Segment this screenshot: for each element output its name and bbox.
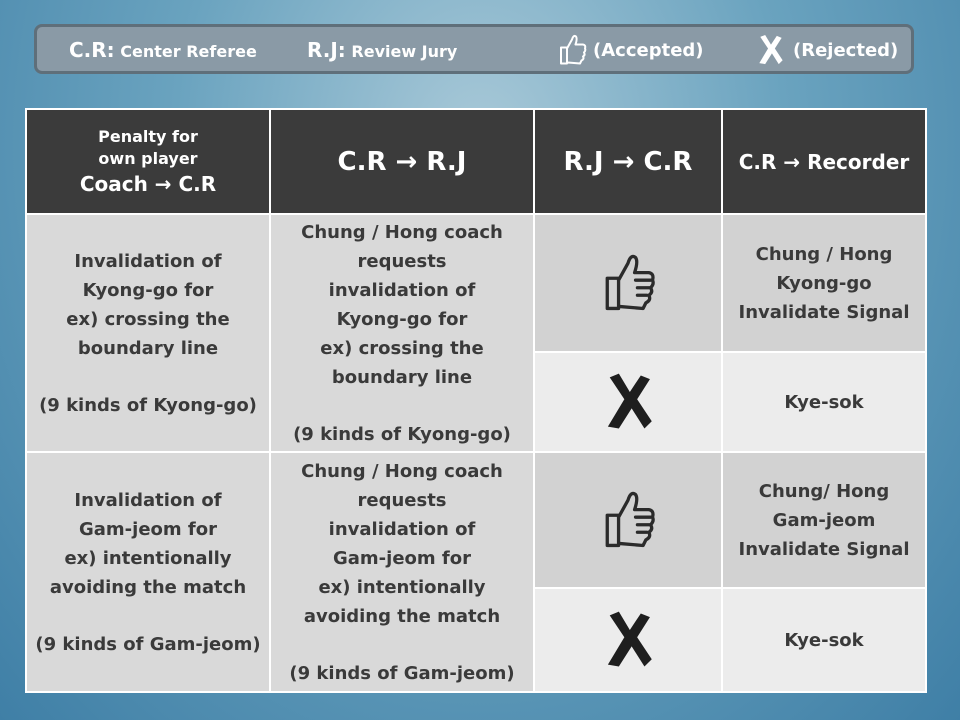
- result-rejected-gam-jeom: Kye-sok: [722, 588, 926, 692]
- text-line: Gam-jeom: [772, 509, 876, 531]
- table-row: [26, 214, 926, 352]
- text-line: Invalidation of: [74, 489, 222, 511]
- text-line: invalidation of: [328, 279, 476, 301]
- text-line: ex) intentionally: [64, 547, 232, 569]
- rejected-cell: [534, 588, 722, 692]
- penalty-cell-gam-jeom: [26, 452, 270, 692]
- request-kinds: (9 kinds of Kyong-go): [293, 423, 511, 445]
- text-line: Invalidation of: [74, 250, 222, 272]
- text-line: Chung/ Hong: [758, 480, 890, 502]
- legend-review-jury: [307, 38, 457, 62]
- text-line: boundary line: [331, 366, 473, 388]
- result-rejected-kyong-go: Kye-sok: [722, 352, 926, 452]
- cross-icon: [600, 370, 656, 434]
- text-line: ex) intentionally: [318, 576, 486, 598]
- text-line: Chung / Hong: [755, 243, 893, 265]
- text-line: Kyong-go: [776, 272, 872, 294]
- header-rj-to-cr: R.J → C.R: [534, 109, 722, 214]
- legend-bar: [34, 24, 914, 74]
- header-cr-to-recorder: C.R → Recorder: [722, 109, 926, 214]
- text-line: avoiding the match: [49, 576, 247, 598]
- text-line: Gam-jeom for: [79, 518, 217, 540]
- header-row: [26, 109, 926, 214]
- text-line: requests: [357, 250, 447, 272]
- accepted-cell: [534, 452, 722, 588]
- text-line: invalidation of: [328, 518, 476, 540]
- text-line: Chung / Hong coach: [301, 460, 503, 482]
- legend-cr-text: Center Referee: [120, 42, 257, 61]
- thumbs-up-icon: [598, 250, 658, 316]
- legend-center-referee: [69, 38, 257, 62]
- legend-rj-text: Review Jury: [351, 42, 458, 61]
- penalty-kinds: (9 kinds of Kyong-go): [39, 394, 257, 416]
- thumbs-up-icon: [598, 487, 658, 553]
- legend-accepted-text: (Accepted): [593, 40, 704, 61]
- text-line: Invalidate Signal: [738, 301, 910, 323]
- result-accepted-gam-jeom: [722, 452, 926, 588]
- text-line: Chung / Hong coach: [301, 221, 503, 243]
- request-cell-gam-jeom: [270, 452, 534, 692]
- text-line: Kyong-go for: [82, 279, 214, 301]
- text-line: Kyong-go for: [336, 308, 468, 330]
- penalty-kinds: (9 kinds of Gam-jeom): [35, 633, 261, 655]
- table-row: [26, 452, 926, 588]
- text-line: avoiding the match: [303, 605, 501, 627]
- legend-rj-abbr: R.J:: [307, 38, 346, 62]
- text-line: Invalidate Signal: [738, 538, 910, 560]
- header-penalty-line2: own player: [98, 148, 198, 168]
- text-line: Gam-jeom for: [333, 547, 471, 569]
- legend-cr-abbr: C.R:: [69, 38, 115, 62]
- request-cell-kyong-go: [270, 214, 534, 452]
- rejected-cell: [534, 352, 722, 452]
- result-accepted-kyong-go: [722, 214, 926, 352]
- header-penalty: [26, 109, 270, 214]
- request-kinds: (9 kinds of Gam-jeom): [289, 662, 515, 684]
- cross-icon: [755, 33, 785, 67]
- header-cr-to-rj: C.R → R.J: [270, 109, 534, 214]
- cross-icon: [600, 608, 656, 672]
- header-penalty-line1: Penalty for: [98, 126, 198, 146]
- legend-rejected-text: (Rejected): [793, 40, 899, 61]
- thumbs-up-icon: [557, 32, 587, 68]
- text-line: boundary line: [77, 337, 219, 359]
- penalty-cell-kyong-go: [26, 214, 270, 452]
- text-line: ex) crossing the: [66, 308, 230, 330]
- header-penalty-line3: Coach → C.R: [79, 171, 217, 196]
- accepted-cell: [534, 214, 722, 352]
- text-line: requests: [357, 489, 447, 511]
- review-procedure-table: [25, 108, 927, 693]
- text-line: ex) crossing the: [320, 337, 484, 359]
